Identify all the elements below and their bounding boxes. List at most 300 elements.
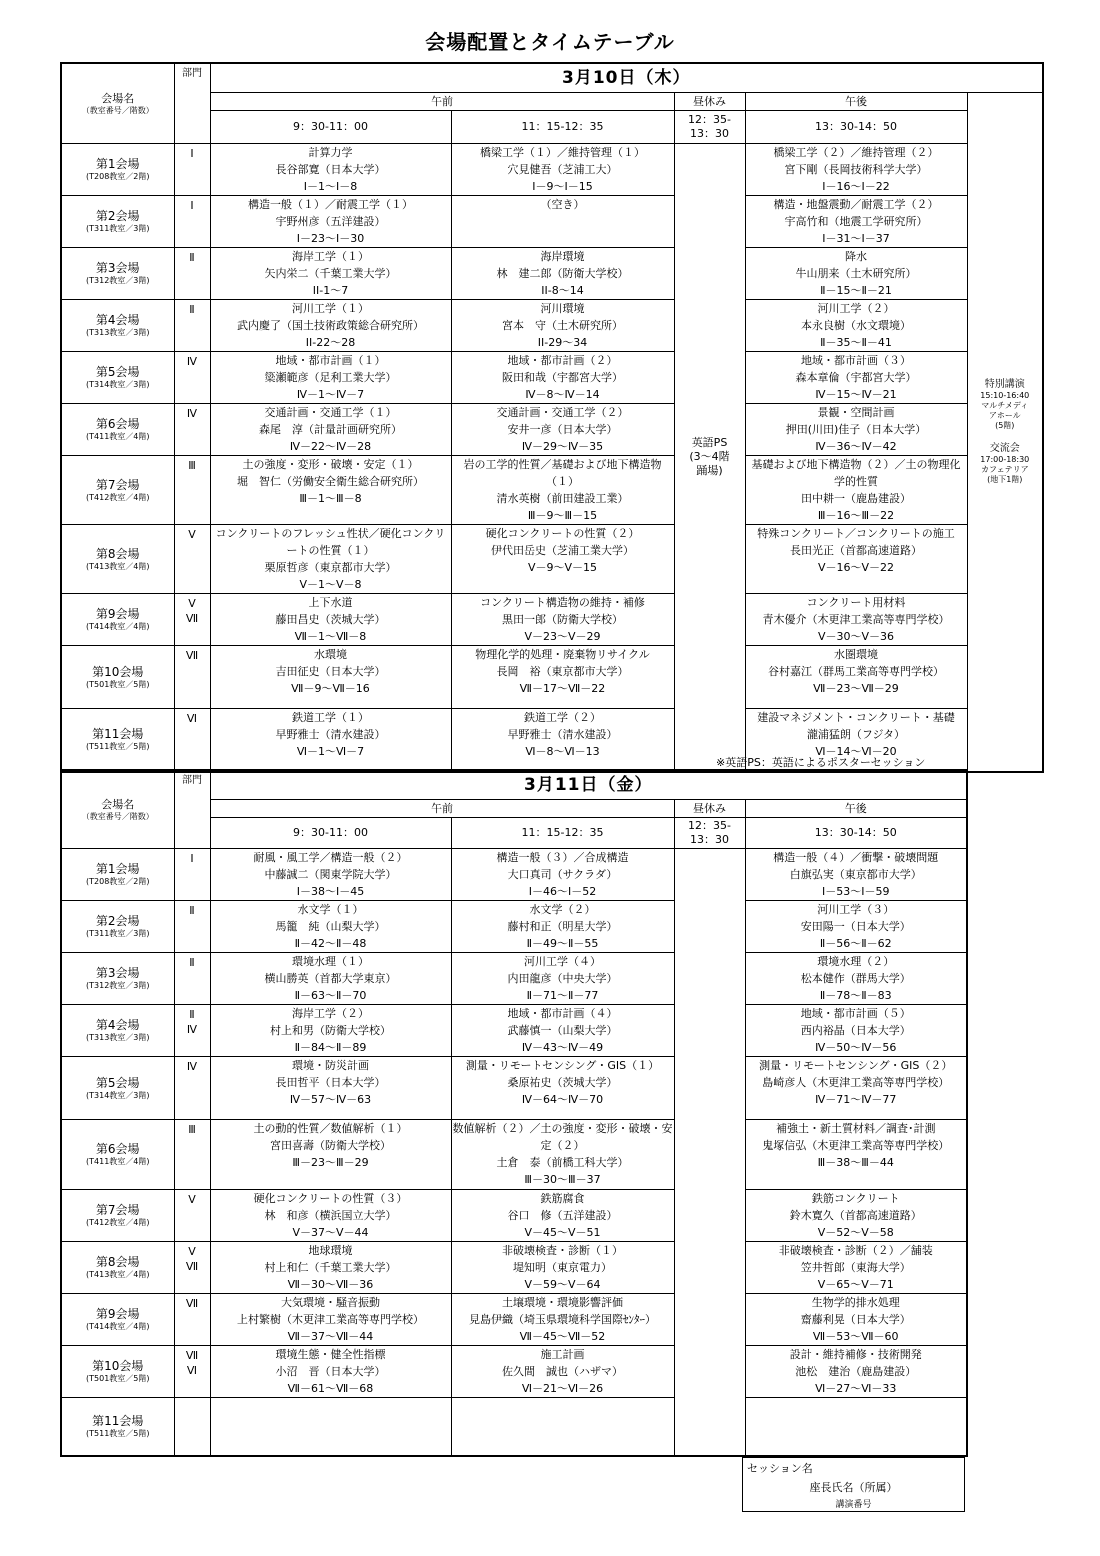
session-name: 鉄筋腐食 [540,1192,585,1205]
bumon-header: 部門 [174,63,210,144]
session-morning-2 [451,849,674,901]
venue-header: 会場名 （教室番号／階数） [61,770,174,849]
venue-cell [61,709,174,772]
session-number: Ⅵ－27～Ⅵ－33 [815,1382,897,1395]
venue-cell [61,1346,174,1398]
venue-cell [61,1120,174,1190]
special2-place: カフェテリア (地下1階) [980,464,1029,484]
dept-cell: Ⅱ Ⅳ [174,1005,210,1057]
venue-name: 第11会場 [92,727,144,742]
session-number: Ⅰ－16～Ⅰ－22 [822,180,890,193]
session-number: Ⅴ－52～Ⅴ－58 [817,1226,894,1239]
venue-row [61,901,967,953]
session-name: 建設マネジメント・コンクリート・基礎 [757,711,955,724]
session-morning-2 [451,525,674,594]
session-name: コンクリート構造物の維持・補修 [480,596,645,609]
lunch-header: 昼休み [674,800,745,818]
venue-room: (T313教室／3階) [86,328,150,337]
session-number: Ⅳ－22～Ⅳ－28 [289,440,372,453]
session-name: 測量・リモートセンシング・GIS（１） [465,1059,660,1072]
venue-name: 第4会場 [95,313,140,327]
session-name: 交通計画・交通工学（１） [264,406,397,419]
venue-room: (T414教室／4階) [86,622,150,631]
venue-name: 第2会場 [95,914,140,928]
session-morning-2 [451,1057,674,1120]
dept-cell: Ⅱ [174,953,210,1005]
venue-row [61,1057,967,1120]
session-name: 水文学（１） [297,903,364,916]
session-morning-1 [210,646,451,709]
session-morning-1 [210,196,451,248]
session-name: 海岸工学（２） [292,1007,369,1020]
session-chair: 吉田征史（日本大学） [275,665,386,678]
venue-cell [61,248,174,300]
session-number: Ⅱ－35～Ⅱ－41 [820,336,892,349]
venue-cell [61,901,174,953]
session-chair: 池松 建治（鹿島建設） [795,1365,917,1378]
session-chair: 西内裕晶（日本大学） [800,1024,911,1037]
dept-cell: Ⅰ [174,849,210,901]
session-afternoon [745,953,967,1005]
session-morning-2 [451,456,674,525]
venue-cell [61,594,174,646]
venue-room: (T313教室／3階) [86,1033,150,1042]
session-name: コンクリートのフレッシュ性状／硬化コンクリートの性質（１） [215,527,446,557]
dept-cell [174,1398,210,1456]
dept-cell: Ⅶ [174,1294,210,1346]
session-morning-1 [210,1242,451,1294]
session-number: Ⅶ－37～Ⅶ－44 [287,1330,374,1343]
session-morning-2 [451,1120,674,1190]
venue-cell [61,1242,174,1294]
session-afternoon [745,1294,967,1346]
session-chair: 清水英樹（前田建設工業） [496,492,629,505]
session-chair: 黒田一郎（防衛大学校） [502,613,623,626]
session-number: Ⅰ－53～Ⅰ－59 [822,885,890,898]
venue-row [61,196,1043,248]
session-afternoon [745,1057,967,1120]
venue-cell [61,1398,174,1456]
venue-name: 第9会場 [95,1307,140,1321]
venue-row [61,953,967,1005]
venue-room: (T413教室／4階) [86,561,150,571]
dept-cell: Ⅱ [174,248,210,300]
session-number: Ⅶ－23～Ⅶ－29 [813,682,899,695]
session-morning-1 [210,849,451,901]
session-chair: 長谷部寛（日本大学） [275,163,386,176]
session-morning-2 [451,1346,674,1398]
venue-room: (T314教室／3階) [86,1090,150,1100]
session-chair: 宮本 守（土木研究所） [502,319,623,332]
session-afternoon [745,1005,967,1057]
venue-row [61,404,1043,456]
session-number: Ⅳ－8～Ⅳ－14 [525,388,600,401]
session-name: 環境生態・健全性指標 [275,1348,386,1361]
session-name: 構造一般（３）／合成構造 [496,851,629,864]
session-name: 鉄道工学（１） [292,711,369,724]
venue-row [61,594,1043,646]
session-chair: 佐久間 誠也（ハザマ） [502,1365,623,1378]
dept-cell: Ⅴ Ⅶ [174,594,210,646]
venue-row [61,248,1043,300]
session-chair: 桑原祐史（茨城大学） [507,1076,618,1089]
session-afternoon [745,1120,967,1190]
venue-name: 第10会場 [92,1359,144,1373]
venue-name: 第8会場 [95,546,140,561]
session-chair: 林 建二郎（防衛大学校） [496,267,629,280]
session-chair: 島崎彦人（木更津工業高等専門学校） [762,1076,950,1089]
session-chair: 白旗弘実（東京都市大学） [789,868,922,881]
time-slot-3: 13：30-14：50 [745,111,967,144]
venue-row [61,849,967,901]
session-chair: 栗原哲彦（東京都市大学） [264,561,397,574]
dept-cell: Ⅲ [174,1120,210,1190]
session-chair: 宮田喜壽（防衛大学校） [270,1139,391,1152]
session-chair: 本永良樹（水文環境） [801,319,911,332]
day-title: 3月10日（木） [210,63,1043,93]
session-chair: 鈴木寛久（首都高速道路） [789,1209,922,1222]
venue-cell [61,456,174,525]
footnote: ※英語PS：英語によるポスターセッション [716,756,926,769]
session-number: Ⅰ－23～Ⅰ－30 [296,232,365,245]
session-number: Ⅰ－38～Ⅰ－45 [296,885,365,898]
session-number: Ⅱ－49～Ⅱ－55 [526,937,599,950]
session-chair: 田中耕一（鹿島建設） [801,492,911,505]
session-number: Ⅳ－15～Ⅳ－21 [815,388,897,401]
session-chair: 矢内栄二（千葉工業大学） [264,267,397,280]
session-chair: 簗瀬範彦（足利工業大学） [264,371,397,384]
session-morning-1 [210,352,451,404]
session-name: 生物学的排水処理 [811,1296,900,1309]
session-number: Ⅳ－64～Ⅳ－70 [521,1093,604,1106]
venue-room: (T312教室／3階) [86,276,150,285]
venue-name: 第7会場 [95,1203,140,1217]
session-name: 測量・リモートセンシング・GIS（２） [759,1059,953,1072]
session-name: 水環境 [314,648,347,661]
session-morning-2 [451,1398,674,1456]
venue-name: 第10会場 [92,664,144,679]
session-chair: 馬籠 純（山梨大学） [275,920,386,933]
session-afternoon [745,525,967,594]
session-name: 地域・都市計画（２） [507,354,618,367]
venue-room: (T208教室／2階) [86,877,150,886]
session-morning-1 [210,248,451,300]
session-name: 土の動的性質／数値解析（１） [253,1122,408,1135]
venue-row [61,646,1043,709]
session-afternoon [745,1346,967,1398]
session-morning-2 [451,709,674,772]
session-afternoon [745,646,967,709]
session-number: Ⅴ－1～Ⅴ－8 [299,578,362,591]
session-name: 河川工学（４） [524,955,601,968]
session-name: 海岸工学（１） [292,250,369,263]
session-name: 構造・地盤震動／耐震工学（２） [773,198,939,211]
session-name: 交通計画・交通工学（２） [496,406,629,419]
venue-name: 第8会場 [95,1255,140,1269]
lunch-header: 昼休み [674,93,745,111]
morning-header: 午前 [210,800,674,818]
time-slot-lunch: 12：35- 13：30 [674,111,745,144]
legend-session: セッション名 [747,1462,813,1475]
session-chair: 谷口 修（五洋建設） [507,1209,618,1222]
session-number: Ⅱ－84～Ⅱ－89 [294,1041,367,1054]
session-chair: 牛山朋来（土木研究所） [795,267,917,280]
venue-name: 第6会場 [95,1142,140,1156]
day1-body [61,63,1043,772]
session-chair: 長田光正（首都高速道路） [790,544,922,557]
session-chair: 齋藤利晃（日本大学） [800,1313,911,1326]
session-chair: 早野雅士（清水建設） [275,728,386,741]
session-chair: 村上和男（防衛大学校） [270,1024,391,1037]
session-number: II-1～7 [312,284,349,297]
session-name: 構造一般（４）／衝撃・破壊問題 [773,851,939,864]
afternoon-header: 午後 [745,93,967,111]
venue-room: (T501教室／5階) [86,679,150,689]
session-chair: 青木優介（木更津工業高等専門学校） [762,613,950,626]
session-morning-2 [451,300,674,352]
venue-row [61,1190,967,1242]
session-morning-2 [451,1242,674,1294]
session-morning-2 [451,1294,674,1346]
session-chair: 安井一彦（日本大学） [507,423,618,436]
dept-cell: Ⅵ [174,709,210,772]
session-morning-1 [210,594,451,646]
session-chair: 穴見健吾（芝浦工大） [507,163,618,176]
session-name: 補強土・新土質材料／調査･計測 [776,1122,936,1135]
session-name: 河川工学（１） [292,302,369,315]
session-name: 水圏環境 [834,648,878,661]
venue-name: 第1会場 [95,862,140,876]
session-morning-1 [210,1057,451,1120]
session-name: 河川環境 [540,302,585,315]
session-number: Ⅴ－16～Ⅴ－22 [817,561,895,574]
session-afternoon [745,594,967,646]
session-number: Ⅳ－50～Ⅳ－56 [815,1041,897,1054]
venue-room: (T312教室／3階) [86,981,150,990]
session-chair: 阪田和哉（宇都宮大学） [502,371,623,384]
session-chair: 宮下剛（長岡技術科学大学） [784,163,928,176]
lunch-cell [674,849,745,1456]
session-chair: 武内慶了（国土技術政策総合研究所） [237,319,424,332]
session-morning-1 [210,404,451,456]
session-number: Ⅳ－1～Ⅳ－7 [296,388,365,401]
venue-cell [61,1190,174,1242]
page-title: 会場配置とタイムテーブル [425,30,675,54]
time-slot-lunch: 12：35- 13：30 [674,818,745,849]
session-name: 耐風・風工学／構造一般（２） [253,851,408,864]
session-morning-2 [451,404,674,456]
venue-row [61,352,1043,404]
timetable-day2 [60,769,968,1457]
dept-cell: Ⅴ Ⅶ [174,1242,210,1294]
session-number: Ⅲ－30～Ⅲ－37 [524,1173,601,1186]
venue-room: (T412教室／4階) [86,1218,150,1227]
session-morning-2 [451,953,674,1005]
session-name: 基礎および地下構造物（２）／土の物理化学的性質 [751,458,961,488]
venue-cell [61,1005,174,1057]
session-chair: 笠井哲郎（東海大学） [800,1261,911,1274]
session-number: Ⅵ－1～Ⅵ－7 [296,745,365,758]
dept-cell: Ⅰ [174,196,210,248]
session-number: Ⅶ－9～Ⅶ－16 [291,682,370,695]
venue-name: 第9会場 [95,607,140,621]
session-chair: 長岡 裕（東京都市大学） [496,665,629,678]
dept-cell: Ⅶ [174,646,210,709]
session-name: 設計・維持補修・技術開発 [789,1348,922,1361]
venue-room: (T511教室／5階) [86,742,150,752]
session-morning-1 [210,953,451,1005]
session-name: 構造一般（１）／耐震工学（１） [248,198,413,211]
session-morning-1 [210,901,451,953]
session-chair: 堀 智仁（労働安全衛生総合研究所） [237,475,424,488]
session-number: Ⅳ－36～Ⅳ－42 [815,440,897,453]
session-name: 地域・都市計画（３） [801,354,911,367]
session-chair: 森尾 淳（計量計画研究所） [259,423,402,436]
session-afternoon [745,248,967,300]
session-name: 地球環境 [308,1244,353,1257]
session-chair: 森本章倫（宇都宮大学） [795,371,917,384]
session-number: Ⅴ－37～Ⅴ－44 [292,1226,369,1239]
session-number: Ⅲ－23～Ⅲ－29 [292,1156,369,1169]
session-morning-1 [210,300,451,352]
session-chair: 宇野州彦（五洋建設） [275,215,386,228]
venue-name: 第4会場 [95,1018,140,1032]
venue-room: (T511教室／5階) [86,1428,150,1438]
session-afternoon [745,404,967,456]
session-number: Ⅴ－45～Ⅴ－51 [524,1226,601,1239]
afternoon-header: 午後 [745,800,967,818]
venue-name: 第5会場 [95,365,140,379]
session-chair: 村上和仁（千葉工業大学） [264,1261,397,1274]
session-name: 岩の工学的性質／基礎および地下構造物（１） [463,458,662,488]
venue-cell [61,849,174,901]
session-morning-1 [210,144,451,196]
venue-row [61,300,1043,352]
session-number: Ⅲ－38～Ⅲ－44 [817,1156,894,1169]
session-name: 上下水道 [308,596,353,609]
session-number: II-29～34 [537,336,588,349]
session-afternoon [745,1190,967,1242]
session-name: 物理化学的処理・廃棄物リサイクル [475,648,650,661]
session-number: Ⅵ－14～Ⅵ－20 [815,745,897,758]
session-chair: 横山勝英（首都大学東京） [264,972,397,985]
session-name: 硬化コンクリートの性質（３） [253,1192,408,1205]
session-chair: 押田(川田)佳子（日本大学） [785,423,927,436]
dept-cell: Ⅳ [174,1057,210,1120]
session-chair: 堤知明（東京電力） [513,1261,612,1274]
session-name: 非破壊検査・診断（１） [502,1244,623,1257]
session-name: 非破壊検査・診断（２）／舗装 [778,1244,933,1257]
venue-name: 第1会場 [95,157,140,171]
venue-name: 第7会場 [95,477,140,492]
session-chair: 藤田昌史（茨城大学） [275,613,386,626]
session-number: Ⅳ－71～Ⅳ－77 [815,1093,897,1106]
session-chair: 大口真司（サクラダ） [507,868,618,881]
session-morning-2 [451,646,674,709]
venue-room: (T501教室／5階) [86,1374,150,1383]
session-number: Ⅶ－30～Ⅶ－36 [287,1278,374,1291]
session-name: 降水 [845,250,867,263]
venue-cell [61,300,174,352]
session-number: Ⅱ－42～Ⅱ－48 [294,937,367,950]
session-chair: 藤村和正（明星大学） [507,920,618,933]
session-afternoon [745,456,967,525]
session-chair: 安田陽一（日本大学） [800,920,911,933]
session-name: 河川工学（２） [817,302,895,315]
day2-body [61,770,967,1456]
session-name: 地域・都市計画（４） [507,1007,618,1020]
session-number: Ⅰ－1～Ⅰ－8 [303,180,358,193]
session-name: 硬化コンクリートの性質（２） [485,527,640,540]
session-number: Ⅶ－45～Ⅶ－52 [519,1330,606,1343]
session-number: Ⅶ－17～Ⅶ－22 [519,682,606,695]
session-morning-2 [451,1005,674,1057]
venue-room: (T414教室／4階) [86,1322,150,1331]
session-morning-2 [451,901,674,953]
session-name: コンクリート用材料 [806,596,906,609]
venue-room: (T411教室／4階) [86,1157,150,1166]
session-morning-1 [210,1294,451,1346]
session-morning-1 [210,1120,451,1190]
session-number: Ⅰ－31～Ⅰ－37 [822,232,890,245]
session-morning-1 [210,1005,451,1057]
venue-cell [61,404,174,456]
venue-name: 第5会場 [95,1075,140,1090]
time-slot-2: 11：15-12：35 [451,818,674,849]
dept-cell: Ⅳ [174,404,210,456]
session-name: 数値解析（２）／土の強度・変形・破壊・安定（２） [452,1122,673,1152]
session-afternoon [745,1242,967,1294]
session-name: 計算力学 [308,146,353,159]
session-number: Ⅱ－15～Ⅱ－21 [820,284,892,297]
session-name: 橋梁工学（１）／維持管理（１） [480,146,645,159]
time-slot-1: 9：30-11：00 [210,111,451,144]
session-number: Ⅳ－57～Ⅳ－63 [289,1093,372,1106]
venue-row [61,144,1043,196]
dept-cell: Ⅴ [174,1190,210,1242]
session-chair: 谷村嘉江（群馬工業高等専門学校） [768,665,944,678]
session-number: Ⅰ－9～Ⅰ－15 [532,180,593,193]
session-number: Ⅴ－65～Ⅴ－71 [817,1278,894,1291]
session-morning-1 [210,1398,451,1456]
venue-cell [61,953,174,1005]
venue-name: 第3会場 [95,966,140,980]
session-name: 河川工学（３） [817,903,895,916]
session-morning-2 [451,144,674,196]
time-slot-2: 11：15-12：35 [451,111,674,144]
venue-row [61,525,1043,594]
session-morning-2 [451,248,674,300]
venue-name: 第3会場 [95,261,140,275]
dept-cell: Ⅱ [174,901,210,953]
session-number: Ⅱ－63～Ⅱ－70 [294,989,367,1002]
dept-cell: Ⅴ [174,525,210,594]
session-chair: 長田哲平（日本大学） [275,1076,386,1089]
session-number: Ⅴ－23～Ⅴ－29 [524,630,601,643]
session-morning-2 [451,352,674,404]
special1-place: マルチメディ アホール (5階) [981,400,1029,430]
session-number: Ⅱ－78～Ⅱ－83 [819,989,892,1002]
venue-row [61,1120,967,1190]
session-chair: 瀧浦猛朗（フジタ） [806,728,906,741]
session-morning-2 [451,594,674,646]
venue-cell [61,352,174,404]
session-name: 環境水理（２） [817,955,895,968]
session-name: 鉄筋コンクリート [811,1192,900,1205]
session-chair: 林 和彦（横浜国立大学） [264,1209,397,1222]
session-number: Ⅱ－71～Ⅱ－77 [526,989,599,1002]
session-morning-1 [210,525,451,594]
